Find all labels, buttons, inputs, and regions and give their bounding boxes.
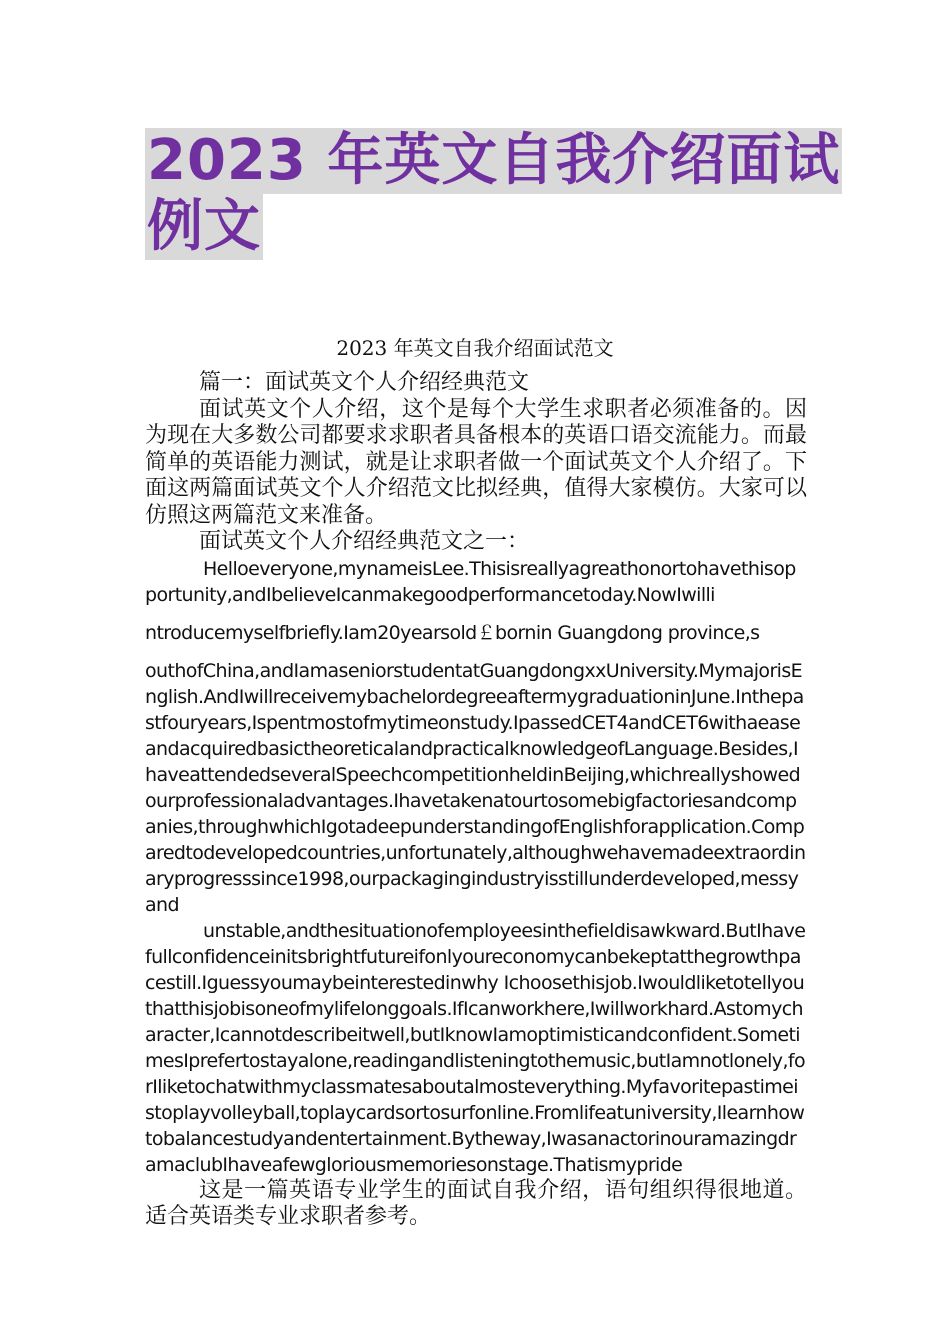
english-sample-line-3: outhofChina,andIamaseniorstudentatGuangdongxxUniversity.MymajorisEnglish.AndIwillreceivemybachelordegreeaftermygraduationinJune.Inthepastfouryears,Ispentmostofmytimeonstudy.IpassedCET4andCET6withaeaseandacquiredbasictheoreticalandpracticalknowledgeofLanguage.Besides,IhaveattendedseveralSpeechcompetitionheldinBeijing,whichreallyshowedourprofessionaladvantages.Ihavetakenatourtosomebigfactoriesandcompanies,throughwhichIgotadeepunderstandingofEnglishforapplication.Comparedtodevelopedcountries,unfortunately,althoughwehavemadeextraordinaryprogresssince1998,ourpackagingindustryisstillunderdeveloped,messyand: [145, 659, 806, 916]
section-heading: 篇一：面试英文个人介绍经典范文: [199, 370, 530, 395]
document-body: [145, 370, 807, 1231]
sample-heading: 面试英文个人介绍经典范文之一：: [199, 529, 530, 554]
english-sample-line-2: ntroducemyselfbriefly.Iam20yearsold￡bornin Guangdong province,s: [145, 621, 760, 644]
closing-paragraph: 这是一篇英语专业学生的面试自我介绍，语句组织得很地道。适合英语类专业求职者参考。: [145, 1177, 807, 1229]
document-subtitle: 2023 年英文自我介绍面试范文: [336, 336, 614, 360]
intro-paragraph: 面试英文个人介绍，这个是每个大学生求职者必须准备的。因为现在大多数公司都要求求职者具备根本的英语口语交流能力。而最简单的英语能力测试，就是让求职者做一个面试英文个人介绍了。下面这两篇面试英文个人介绍范文比拟经典，值得大家模仿。大家可以仿照这两篇范文来准备。: [145, 396, 807, 528]
title-line-1: 2023 年英文自我介绍面试: [147, 128, 841, 193]
english-sample-line-4: unstable,andthesituationofemployeesinthefieldisawkward.ButIhavefullconfidenceinitsbrightfutureifonlyoureconomycanbekeptatthegrowthpacestill.Iguessyoumaybeinterestedinwhy Ichoosethisjob.Iwouldliketotellyouthatthisjobisoneofmylifelonggoals.IfIcanworkhere,Iwillworkhard.Astomycharacter,Icannotdescribeitwell,butIknowIamoptimisticandconfident.SometimesIprefertostayalone,readingandlisteningtothemusic,butIamnotlonely,forIliketochatwithmyclassmatesaboutalmosteverything.Myfavoritepastimeistoplayvolleyball,toplaycardsortosurfonline.Fromlifeatuniversity,Ilearnhowtobalancestudyandentertainment.Bytheway,IwasanactorinouramazingdramaclubIhaveafewgloriousmemoriesonstage.Thatismypride: [145, 919, 806, 1176]
english-sample-line-1: Helloeveryone,mynameisLee.Thisisreallyagreathonortohavethisopportunity,andIbelieveIcanmakegoodperformancetoday.NowIwilli: [145, 557, 796, 606]
document-title: [145, 128, 841, 260]
title-line-2: 例文: [147, 194, 261, 259]
